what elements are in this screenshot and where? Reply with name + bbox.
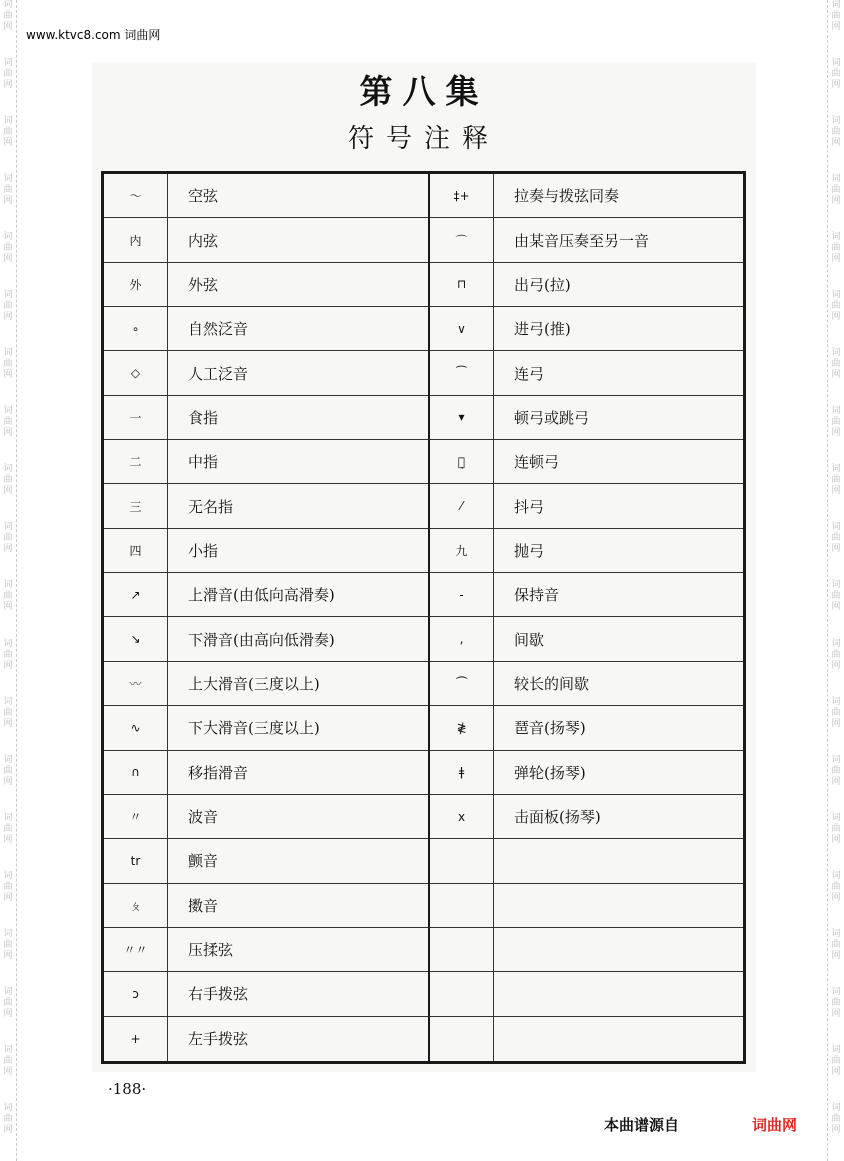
- watermark-char: 网: [831, 312, 841, 323]
- right-meaning: 较长的间歇: [494, 662, 743, 706]
- watermark-char: 网: [3, 138, 13, 149]
- left-meaning: 下大滑音(三度以上): [168, 706, 430, 750]
- watermark-char: 网: [831, 892, 841, 903]
- watermark-char: 网: [3, 544, 13, 555]
- watermark-char: 曲: [3, 475, 13, 486]
- right-meaning: [494, 928, 743, 972]
- watermark-char: 网: [831, 370, 841, 381]
- watermark-char: 网: [3, 834, 13, 845]
- watermark-char: 词: [3, 522, 13, 533]
- watermark-char: 词: [3, 696, 13, 707]
- watermark-char: 网: [831, 950, 841, 961]
- right-symbol: ⅹ: [430, 795, 494, 839]
- watermark-char: 网: [3, 1066, 13, 1077]
- watermark-char: 网: [831, 834, 841, 845]
- watermark-char: 词: [831, 464, 841, 475]
- left-symbol: ∘: [104, 307, 168, 351]
- watermark-char: 词: [831, 116, 841, 127]
- watermark-char: 词: [831, 986, 841, 997]
- right-meaning: 进弓(推): [494, 307, 743, 351]
- watermark-char: 词: [831, 406, 841, 417]
- watermark-char: 词: [831, 754, 841, 765]
- watermark-char: 曲: [831, 881, 841, 892]
- watermark-char: 词: [831, 696, 841, 707]
- right-symbol: [430, 1017, 494, 1061]
- left-symbol: ↄ: [104, 972, 168, 1016]
- watermark-char: 曲: [831, 765, 841, 776]
- watermark-char: 网: [3, 486, 13, 497]
- left-meaning: 内弦: [168, 218, 430, 262]
- watermark-char: 网: [831, 776, 841, 787]
- right-symbol: ‡+: [430, 174, 494, 218]
- watermark-char: 网: [831, 1008, 841, 1019]
- watermark-char: 曲: [831, 11, 841, 21]
- left-meaning: 左手拨弦: [168, 1017, 430, 1061]
- watermark-char: 词: [3, 0, 13, 10]
- watermark-char: 词: [3, 232, 13, 243]
- watermark-char: 曲: [831, 1113, 841, 1124]
- watermark-char: 词: [3, 406, 13, 417]
- watermark-char: 词: [3, 812, 13, 823]
- watermark-char: 词: [3, 1044, 13, 1055]
- left-symbol: 〰: [104, 662, 168, 706]
- watermark-char: 词: [3, 754, 13, 765]
- watermark-char: 词: [831, 0, 841, 10]
- right-meaning: 由某音压奏至另一音: [494, 218, 743, 262]
- watermark-char: 曲: [831, 591, 841, 602]
- symbol-legend-table: [101, 171, 746, 1064]
- watermark-char: 网: [3, 312, 13, 323]
- right-meaning: 间歇: [494, 617, 743, 661]
- right-symbol: ⊓: [430, 263, 494, 307]
- left-symbol: ↗: [104, 573, 168, 617]
- right-symbol: ⌒: [430, 218, 494, 262]
- watermark-char: 网: [3, 660, 13, 671]
- right-symbol: ⁄: [430, 484, 494, 528]
- right-symbol: [430, 928, 494, 972]
- watermark-char: 词: [3, 986, 13, 997]
- left-meaning: 小指: [168, 529, 430, 573]
- watermark-char: 词: [831, 812, 841, 823]
- watermark-char: 网: [3, 892, 13, 903]
- watermark-char: 曲: [3, 1055, 13, 1066]
- watermark-char: 曲: [3, 533, 13, 544]
- watermark-char: 网: [831, 254, 841, 265]
- watermark-char: 词: [831, 638, 841, 649]
- right-symbol: ⁀: [430, 351, 494, 395]
- watermark-char: 词: [831, 1102, 841, 1113]
- left-meaning: 压揉弦: [168, 928, 430, 972]
- watermark-char: 网: [831, 196, 841, 207]
- watermark-char: 词: [831, 58, 841, 69]
- watermark-char: 网: [831, 660, 841, 671]
- source-label: 本曲谱源自: [604, 1116, 680, 1134]
- watermark-char: 曲: [831, 127, 841, 138]
- section-title: 符号注释: [347, 124, 500, 154]
- watermark-char: 曲: [3, 649, 13, 660]
- watermark-char: 曲: [831, 1055, 841, 1066]
- site-header-url[interactable]: www.ktvc8.com 词曲网: [26, 28, 161, 42]
- left-symbol: 一: [104, 396, 168, 440]
- watermark-char: 网: [831, 138, 841, 149]
- watermark-char: 曲: [3, 301, 13, 312]
- watermark-char: 网: [831, 1124, 841, 1135]
- right-symbol: ⏜: [430, 662, 494, 706]
- watermark-char: 曲: [3, 765, 13, 776]
- right-symbol: ǂ: [430, 751, 494, 795]
- watermark-char: 网: [831, 428, 841, 439]
- watermark-char: 词: [831, 290, 841, 301]
- right-symbol: ,: [430, 617, 494, 661]
- watermark-char: 曲: [3, 1113, 13, 1124]
- left-symbol: 外: [104, 263, 168, 307]
- watermark-char: 词: [3, 116, 13, 127]
- right-meaning: 抛弓: [494, 529, 743, 573]
- watermark-char: 曲: [831, 69, 841, 80]
- left-meaning: 食指: [168, 396, 430, 440]
- watermark-char: 网: [831, 718, 841, 729]
- watermark-char: 网: [3, 254, 13, 265]
- watermark-char: 曲: [3, 359, 13, 370]
- right-symbol: ⌒̣̣: [430, 440, 494, 484]
- watermark-char: 词: [831, 928, 841, 939]
- watermark-char: 网: [831, 544, 841, 555]
- left-symbol: 二: [104, 440, 168, 484]
- watermark-char: 词: [3, 638, 13, 649]
- left-meaning: 移指滑音: [168, 751, 430, 795]
- left-meaning: 空弦: [168, 174, 430, 218]
- left-symbol: 三: [104, 484, 168, 528]
- watermark-char: 曲: [831, 823, 841, 834]
- watermark-char: 词: [831, 232, 841, 243]
- watermark-char: 词: [3, 1102, 13, 1113]
- watermark-char: 曲: [831, 707, 841, 718]
- left-symbol: ↘: [104, 617, 168, 661]
- left-meaning: 上大滑音(三度以上): [168, 662, 430, 706]
- watermark-char: 词: [831, 348, 841, 359]
- source-site-link[interactable]: 词曲网: [752, 1116, 798, 1134]
- right-symbol: -: [430, 573, 494, 617]
- left-symbol: 〃: [104, 795, 168, 839]
- left-meaning: 波音: [168, 795, 430, 839]
- watermark-char: 曲: [3, 823, 13, 834]
- watermark-char: 曲: [3, 243, 13, 254]
- watermark-char: 词: [3, 290, 13, 301]
- watermark-char: 曲: [3, 69, 13, 80]
- left-symbol: 〜: [104, 174, 168, 218]
- watermark-char: 网: [3, 776, 13, 787]
- watermark-char: 曲: [3, 417, 13, 428]
- right-meaning: 弹轮(扬琴): [494, 751, 743, 795]
- watermark-char: 曲: [3, 881, 13, 892]
- left-meaning: 人工泛音: [168, 351, 430, 395]
- watermark-char: 词: [3, 348, 13, 359]
- watermark-char: 曲: [3, 185, 13, 196]
- watermark-char: 曲: [3, 127, 13, 138]
- right-meaning: [494, 839, 743, 883]
- right-watermark-strip: [827, 0, 844, 1161]
- left-symbol: +: [104, 1017, 168, 1061]
- left-meaning: 外弦: [168, 263, 430, 307]
- watermark-char: 网: [831, 80, 841, 91]
- left-meaning: 擞音: [168, 884, 430, 928]
- right-symbol: [430, 839, 494, 883]
- right-meaning: 琶音(扬琴): [494, 706, 743, 750]
- watermark-char: 网: [3, 950, 13, 961]
- watermark-char: 词: [3, 174, 13, 185]
- watermark-char: 网: [3, 602, 13, 613]
- right-meaning: [494, 884, 743, 928]
- left-symbol: ∩: [104, 751, 168, 795]
- watermark-char: 曲: [3, 707, 13, 718]
- watermark-char: 网: [831, 486, 841, 497]
- watermark-char: 曲: [831, 185, 841, 196]
- watermark-char: 词: [3, 580, 13, 591]
- left-meaning: 上滑音(由低向高滑奏): [168, 573, 430, 617]
- watermark-char: 网: [831, 22, 841, 32]
- right-meaning: 连弓: [494, 351, 743, 395]
- watermark-char: 网: [3, 22, 13, 32]
- left-meaning: 中指: [168, 440, 430, 484]
- left-meaning: 颤音: [168, 839, 430, 883]
- watermark-char: 曲: [831, 939, 841, 950]
- watermark-char: 曲: [3, 591, 13, 602]
- right-meaning: [494, 1017, 743, 1061]
- watermark-char: 曲: [3, 939, 13, 950]
- right-meaning: 连顿弓: [494, 440, 743, 484]
- right-meaning: 顿弓或跳弓: [494, 396, 743, 440]
- watermark-char: 网: [3, 1008, 13, 1019]
- watermark-char: 网: [3, 718, 13, 729]
- watermark-char: 曲: [831, 997, 841, 1008]
- left-watermark-strip: [0, 0, 17, 1161]
- watermark-char: 网: [831, 1066, 841, 1077]
- watermark-char: 曲: [831, 475, 841, 486]
- left-meaning: 下滑音(由高向低滑奏): [168, 617, 430, 661]
- watermark-char: 网: [3, 428, 13, 439]
- chapter-title: 第八集: [359, 72, 489, 111]
- watermark-char: 曲: [831, 417, 841, 428]
- left-symbol: tr: [104, 839, 168, 883]
- watermark-char: 曲: [831, 533, 841, 544]
- right-symbol: ∨: [430, 307, 494, 351]
- watermark-char: 词: [831, 1044, 841, 1055]
- watermark-char: 曲: [831, 243, 841, 254]
- page-number: ·188·: [108, 1080, 147, 1098]
- right-meaning: 出弓(拉): [494, 263, 743, 307]
- watermark-char: 词: [3, 870, 13, 881]
- watermark-char: 网: [3, 1124, 13, 1135]
- left-meaning: 自然泛音: [168, 307, 430, 351]
- left-symbol: ㄆ: [104, 884, 168, 928]
- watermark-char: 词: [831, 174, 841, 185]
- right-meaning: 拉奏与拨弦同奏: [494, 174, 743, 218]
- left-meaning: 无名指: [168, 484, 430, 528]
- right-meaning: [494, 972, 743, 1016]
- left-symbol: ∿: [104, 706, 168, 750]
- watermark-char: 曲: [3, 11, 13, 21]
- watermark-char: 曲: [831, 359, 841, 370]
- watermark-char: 词: [3, 928, 13, 939]
- watermark-char: 网: [3, 80, 13, 91]
- watermark-char: 曲: [831, 301, 841, 312]
- right-symbol: [430, 972, 494, 1016]
- right-meaning: 保持音: [494, 573, 743, 617]
- right-symbol: ≹: [430, 706, 494, 750]
- left-symbol: 内: [104, 218, 168, 262]
- left-symbol: 〃〃: [104, 928, 168, 972]
- watermark-char: 词: [831, 580, 841, 591]
- left-symbol: ◇: [104, 351, 168, 395]
- right-meaning: 抖弓: [494, 484, 743, 528]
- watermark-char: 网: [831, 602, 841, 613]
- watermark-char: 词: [3, 58, 13, 69]
- right-meaning: 击面板(扬琴): [494, 795, 743, 839]
- right-symbol: ▾: [430, 396, 494, 440]
- right-symbol: 九: [430, 529, 494, 573]
- watermark-char: 词: [3, 464, 13, 475]
- watermark-char: 曲: [3, 997, 13, 1008]
- left-meaning: 右手拨弦: [168, 972, 430, 1016]
- right-symbol: [430, 884, 494, 928]
- watermark-char: 词: [831, 870, 841, 881]
- left-symbol: 四: [104, 529, 168, 573]
- watermark-char: 网: [3, 370, 13, 381]
- watermark-char: 网: [3, 196, 13, 207]
- watermark-char: 词: [831, 522, 841, 533]
- watermark-char: 曲: [831, 649, 841, 660]
